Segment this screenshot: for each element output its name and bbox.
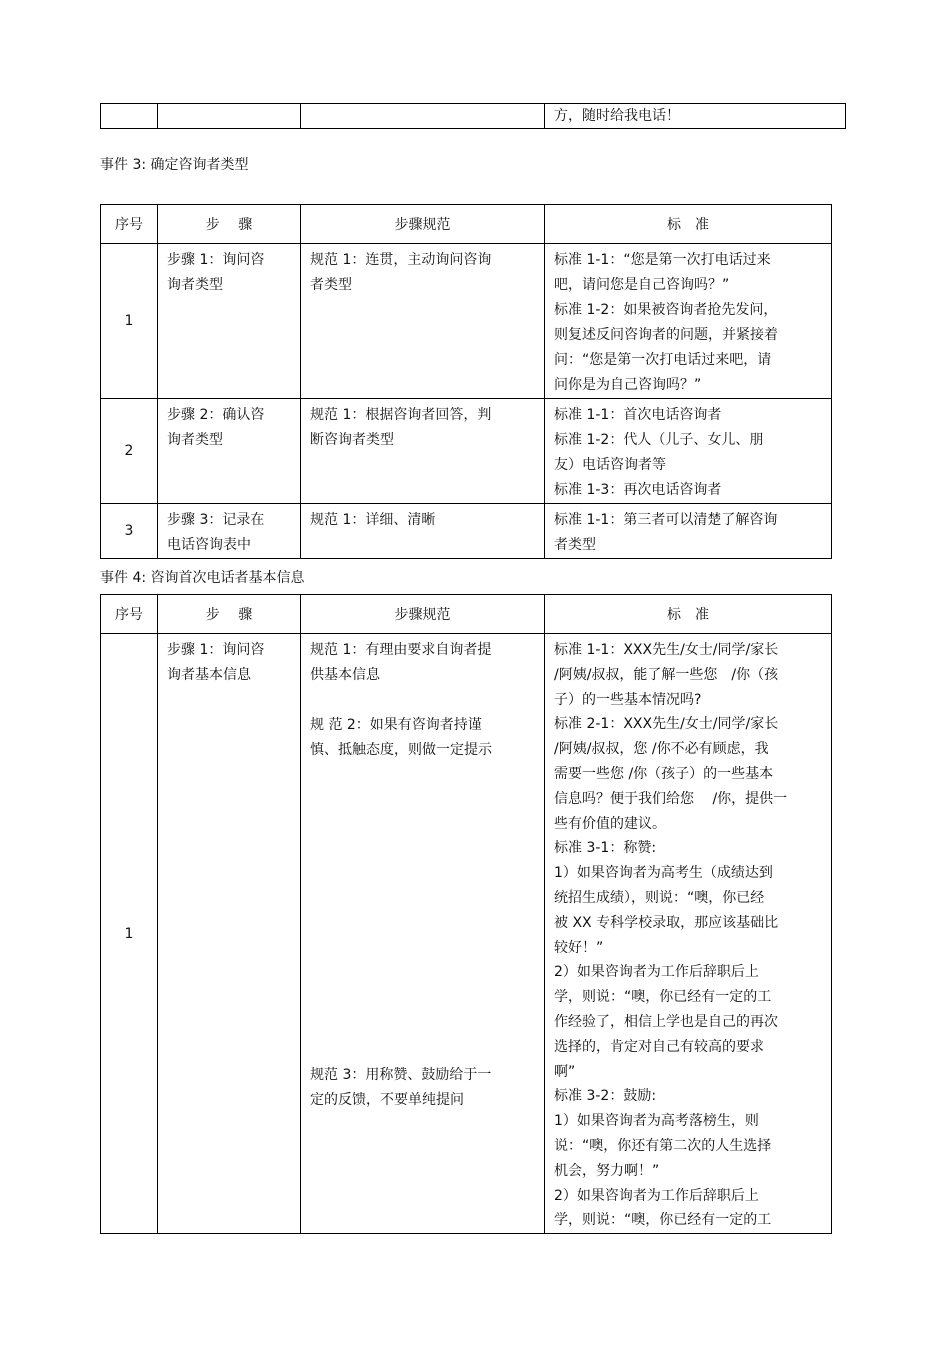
fragment-cell-std [545,104,846,129]
header-step: 步 骤 [158,595,301,634]
row-spec: 规范 1：根据咨询者回答，判 断咨询者类型 [301,399,545,504]
event4-caption: 事件 4: 咨询首次电话者基本信息 [100,570,305,586]
row-std: 标准 1-1：XXX先生/女士/同学/家长 /阿姨/叔叔，能了解一些您 /你（孩 子）的一些基本情况吗? 标准 2-1：XXX先生/女士/同学/家长 /阿姨/叔叔，您 /你不必有顾虑，我 需要一些您 /你（孩子）的一些基本 信息吗？便于我们给您 /你，提供一 些有价值的建议。 标准 3-1：称赞: 1）如果咨询者为高考生（成绩达到 统招生成绩），则说：“噢，你已经 被 XX 专科学校录取，那应该基础比 较好！” 2）如果咨询者为工作后辞职后上 学，则说：“噢，你已经有一定的工 作经验了，相信上学也是自己的再次 选择的，肯定对自己有较高的要求 啊” 标准 3-2：鼓励: 1）如果咨询者为高考落榜生，则 说：“噢，你还有第二次的人生选择 机会，努力啊！” 2）如果咨询者为工作后辞职后上 学，则说：“噢，你已经有一定的工 [545,634,832,1234]
row-num: 3 [101,504,158,559]
event3-caption: 事件 3: 确定咨询者类型 [100,157,249,173]
row-std: 标准 1-1：“您是第一次打电话过来 吧，请问您是自己咨询吗？” 标准 1-2：如果被咨询者抢先发问， 则复述反问咨询者的问题，并紧接着 问：“您是第一次打电话过来吧，请 问你是为自己咨询吗？” [545,244,832,399]
header-step: 步 骤 [158,205,301,244]
row-spec: 规范 1：有理由要求自询者提 供基本信息 规 范 2：如果有咨询者持谨 慎、抵触态度，则做一定提示 规范 3：用称赞、鼓励给于一 定的反馈，不要单纯提问 [301,634,545,1234]
header-std: 标 准 [545,595,832,634]
row-std: 标准 1-1：第三者可以清楚了解咨询 者类型 [545,504,832,559]
header-num: 序号 [101,205,158,244]
event4-table [100,594,832,1234]
row-spec: 规范 1：详细、清晰 [301,504,545,559]
row-step: 步骤 1：询问咨 询者类型 [158,244,301,399]
row-spec: 规范 1：连贯，主动询问咨询 者类型 [301,244,545,399]
header-num: 序号 [101,595,158,634]
row-step: 步骤 3：记录在 电话咨询表中 [158,504,301,559]
top-fragment-table [100,103,846,129]
fragment-cell-num [101,104,158,129]
header-std: 标 准 [545,205,832,244]
row-num: 1 [101,244,158,399]
header-spec: 步骤规范 [301,205,545,244]
row-step: 步骤 1：询问咨 询者基本信息 [158,634,301,1234]
row-std: 标准 1-1：首次电话咨询者 标准 1-2：代人（儿子、女儿、朋 友）电话咨询者等 标准 1-3：再次电话咨询者 [545,399,832,504]
fragment-cell-step [158,104,301,129]
row-num: 2 [101,399,158,504]
row-num: 1 [101,634,158,1234]
row-step: 步骤 2：确认咨 询者类型 [158,399,301,504]
fragment-std-line: 方，随时给我电话！ [554,108,680,124]
fragment-cell-spec [301,104,545,129]
event3-table [100,204,832,559]
header-spec: 步骤规范 [301,595,545,634]
